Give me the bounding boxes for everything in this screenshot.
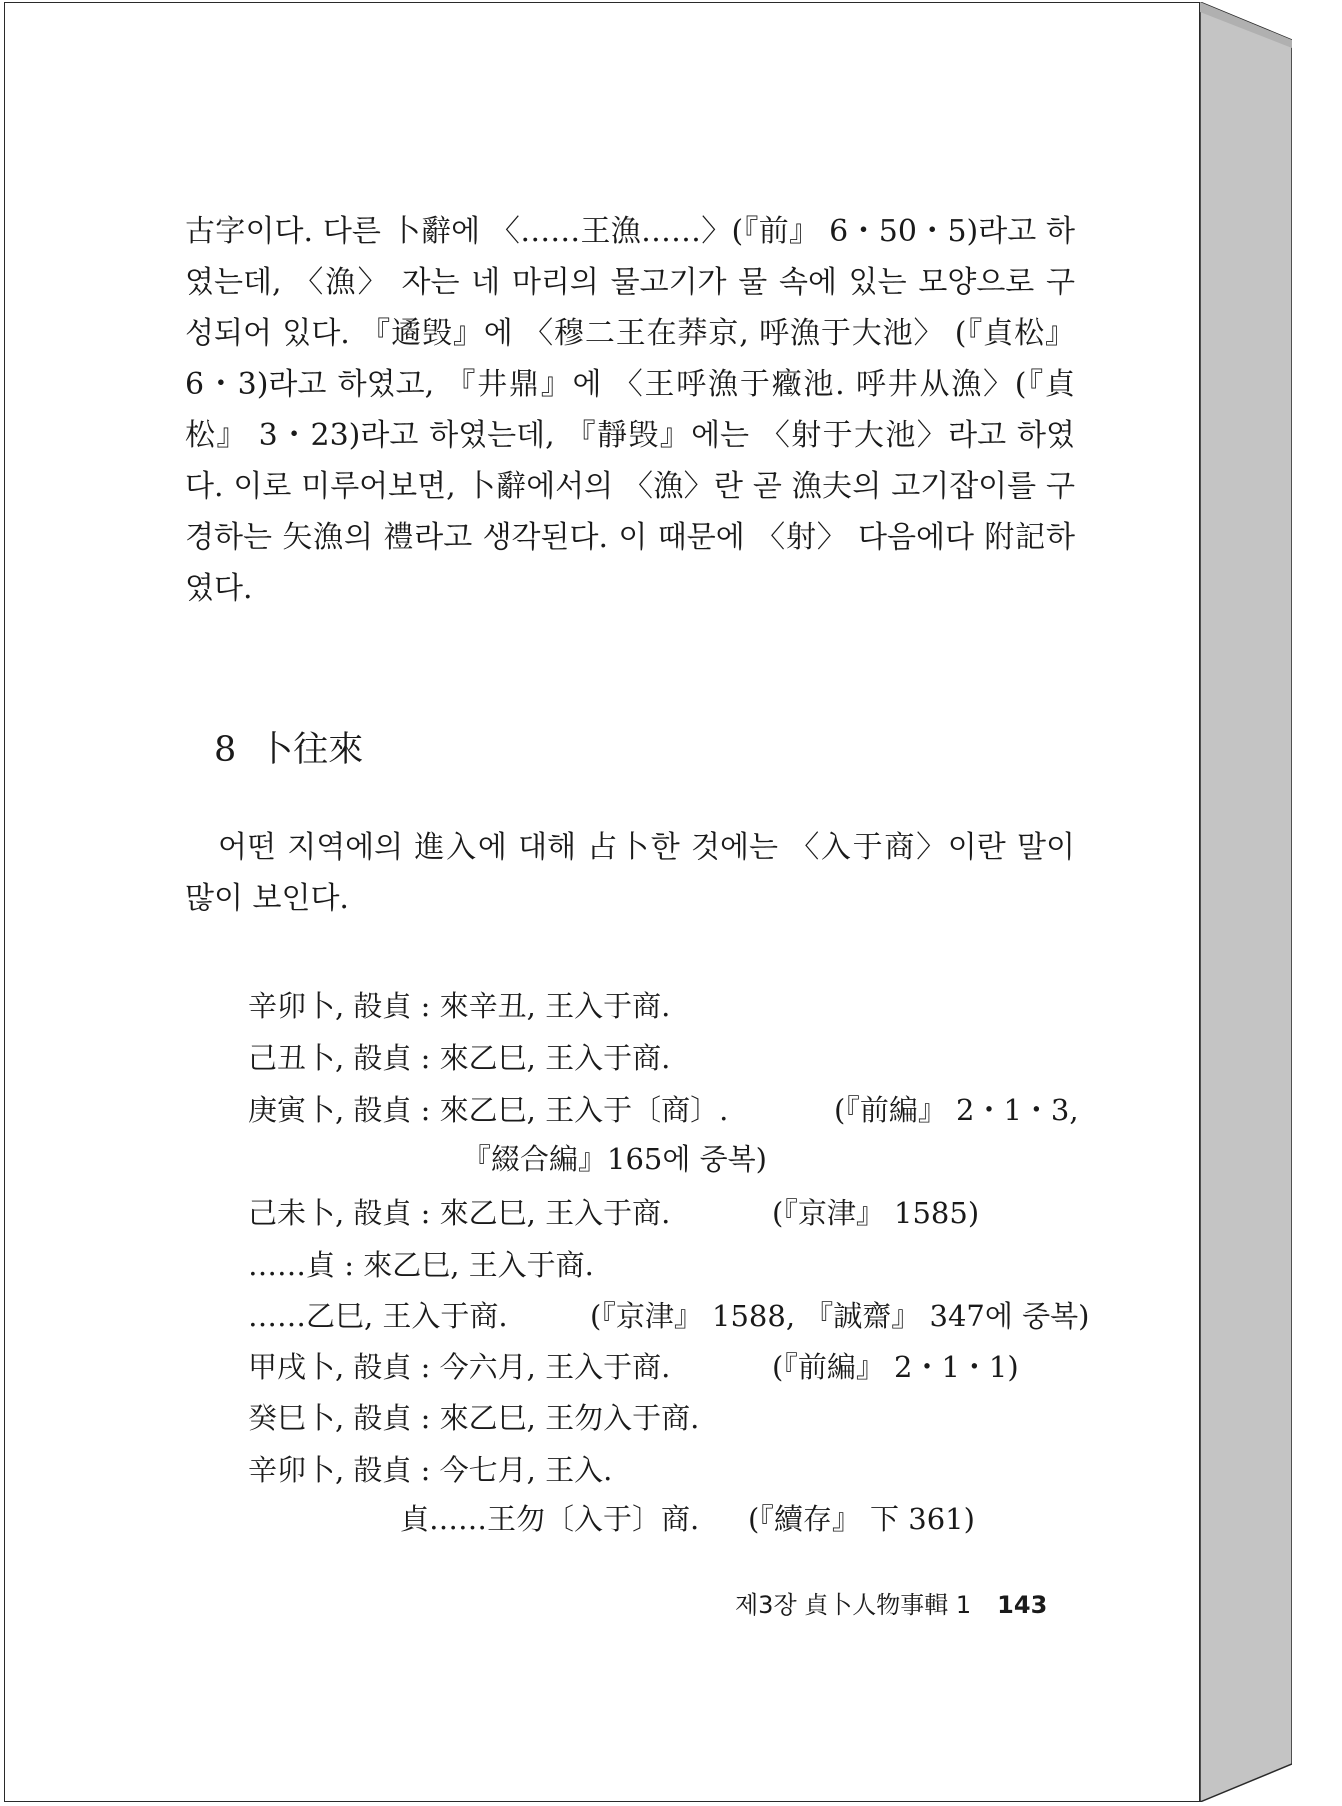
section-heading: [214, 722, 363, 772]
book-spine: [1200, 2, 1292, 1802]
page-number: 143: [997, 1591, 1048, 1619]
section-title: 卜往來: [258, 730, 364, 770]
inscription-line: 癸巳卜, 㱿貞 : 來乙巳, 王勿入于商.: [248, 1401, 700, 1435]
page-footer: [735, 1585, 1047, 1620]
inscription-reference: (『續存』 下 361): [748, 1502, 975, 1536]
body-paragraph-2: 어떤 지역에의 進入에 대해 占卜한 것에는 〈入于商〉이란 말이 많이 보인다.: [185, 830, 1075, 916]
section-number: 8: [214, 730, 237, 770]
inscription-line: 己丑卜, 㱿貞 : 來乙巳, 王入于商.: [248, 1041, 671, 1075]
inscription-line: ……乙巳, 王入于商.: [248, 1299, 508, 1333]
inscription-reference: (『前編』 2・1・1): [772, 1350, 1019, 1384]
inscription-reference: (『京津』 1588, 『誠齋』 347에 중복): [590, 1299, 1090, 1333]
inscription-line: 辛卯卜, 㱿貞 : 今七月, 王入.: [248, 1453, 613, 1487]
inscription-line: 『綴合編』165에 중복): [462, 1142, 767, 1176]
inscription-line: 辛卯卜, 㱿貞 : 來辛丑, 王入于商.: [248, 989, 671, 1023]
inscription-line: ……貞 : 來乙巳, 王入于商.: [248, 1248, 594, 1282]
body-paragraph-1: 古字이다. 다른 卜辭에 〈……王漁……〉(『前』 6・50・5)라고 하였는데, 〈漁〉 자는 네 마리의 물고기가 물 속에 있는 모양으로 구성되어 있다. 『遹毁』에 〈穆二王在莽京, 呼漁于大池〉 (『貞松』 6・3)라고 하였고, 『井鼎』에 〈王呼漁于癥池. 呼井从漁〉(『貞松』 3・23)라고 하였는데, 『靜毁』에는 〈射于大池〉라고 하였다. 이로 미루어보면, 卜辭에서의 〈漁〉란 곧 漁夫의 고기잡이를 구경하는 矢漁의 禮라고 생각된다. 이 때문에 〈射〉 다음에다 附記하였다.: [185, 214, 1075, 606]
inscription-line: 貞……王勿〔入于〕商.: [400, 1502, 700, 1536]
inscription-reference: (『京津』 1585): [772, 1196, 980, 1230]
inscription-line: 庚寅卜, 㱿貞 : 來乙巳, 王入于〔商〕.: [248, 1093, 729, 1127]
chapter-title: 제3장 貞卜人物事輯 1: [735, 1591, 972, 1619]
inscription-line: 甲戌卜, 㱿貞 : 今六月, 王入于商.: [248, 1350, 671, 1384]
inscription-reference: (『前編』 2・1・3,: [834, 1093, 1079, 1127]
inscription-line: 己未卜, 㱿貞 : 來乙巳, 王入于商.: [248, 1196, 671, 1230]
